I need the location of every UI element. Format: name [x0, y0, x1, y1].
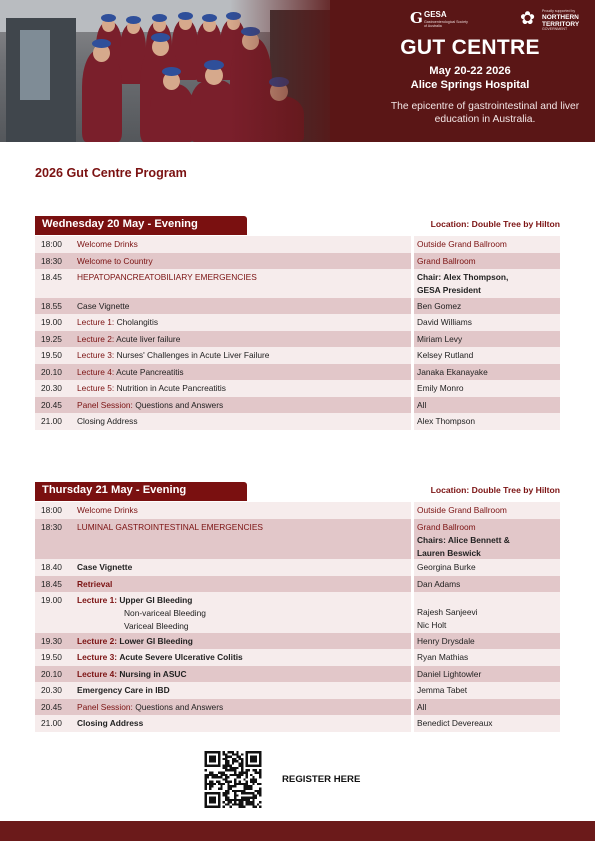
- schedule-row: [35, 253, 560, 270]
- session-name: Emergency Care in IBD: [77, 685, 170, 695]
- session-name: Welcome Drinks: [77, 239, 138, 249]
- session-title: [77, 701, 407, 714]
- session-prefix: Lecture 3:: [77, 652, 118, 662]
- session-name: Nutrition in Acute Pancreatitis: [116, 383, 226, 393]
- session-speaker: Miriam Levy: [417, 333, 463, 344]
- session-name: LUMINAL GASTROINTESTINAL EMERGENCIES: [77, 521, 263, 532]
- session-name: Nursing in ASUC: [119, 668, 187, 679]
- schedule-row: [35, 314, 560, 331]
- session-prefix: Lecture 4:: [77, 366, 115, 377]
- session-speaker: Jemma Tabet: [417, 685, 468, 695]
- session-name: Closing Address: [77, 718, 144, 728]
- session-prefix: Lecture 2:: [77, 333, 115, 344]
- session-name: Welcome Drinks: [77, 505, 138, 515]
- session-prefix: Panel Session:: [77, 701, 133, 712]
- session-title: [77, 399, 407, 412]
- session-speaker: Rajesh Sanjeevi Nic Holt: [417, 607, 478, 630]
- schedule-row: [35, 380, 560, 397]
- session-name: Upper GI Bleeding: [119, 595, 193, 605]
- schedule-row: [35, 633, 560, 650]
- session-title: [77, 684, 407, 697]
- session-title: [77, 651, 407, 664]
- session-title: [77, 594, 407, 633]
- session-title: [77, 415, 407, 428]
- session-time: 21.00: [41, 416, 62, 426]
- session-time: 20.30: [41, 685, 62, 695]
- schedule-row: [35, 502, 560, 519]
- schedule-row: [35, 649, 560, 666]
- session-speaker: Daniel Lightowler: [417, 668, 482, 679]
- session-title: [77, 717, 407, 730]
- schedule-row: [35, 269, 560, 298]
- session-speaker: Henry Drysdale: [417, 635, 475, 646]
- session-speaker: Emily Monro: [417, 383, 464, 393]
- session-time: 19.00: [41, 317, 62, 327]
- session-speaker: Georgina Burke: [417, 562, 476, 572]
- session-time: 19.30: [41, 635, 62, 646]
- session-prefix: Panel Session:: [77, 399, 133, 410]
- session-title: [77, 578, 407, 591]
- session-time: 18:30: [41, 255, 62, 266]
- schedule-row: [35, 364, 560, 381]
- session-speaker: Grand Ballroom Chairs: Alice Bennett & Lauren Beswick: [417, 521, 510, 558]
- session-name: Questions and Answers: [135, 399, 224, 410]
- schedule-row: [35, 699, 560, 716]
- session-name: Lower GI Bleeding: [119, 635, 193, 646]
- session-title: [77, 521, 407, 534]
- session-speaker: Outside Grand Ballroom: [417, 505, 507, 515]
- session-speaker: Ben Gomez: [417, 300, 462, 311]
- session-time: 21.00: [41, 718, 62, 728]
- session-title: [77, 635, 407, 648]
- gesa-logo: G GESA Gastroenterological Society of Australia: [410, 9, 468, 28]
- session-name: Retrieval: [77, 578, 113, 589]
- session-prefix: Lecture 1:: [77, 317, 115, 327]
- schedule-row: [35, 331, 560, 348]
- schedule-row: [35, 592, 560, 633]
- session-prefix: Lecture 1:: [77, 595, 118, 605]
- event-title: GUT CENTRE: [400, 36, 540, 59]
- session-time: 19.50: [41, 350, 62, 360]
- session-prefix: Lecture 2:: [77, 635, 118, 646]
- day-location: Location: Double Tree by Hilton: [430, 485, 560, 495]
- session-speaker: Kelsey Rutland: [417, 350, 474, 360]
- session-speaker: Grand Ballroom: [417, 255, 476, 266]
- session-speaker: All: [417, 701, 427, 712]
- session-title: [77, 561, 407, 574]
- session-prefix: Lecture 3:: [77, 350, 115, 360]
- schedule-row: [35, 397, 560, 414]
- session-subtopic: Non-variceal Bleeding: [124, 608, 206, 618]
- schedule-row: [35, 236, 560, 253]
- session-speaker: Dan Adams: [417, 578, 461, 589]
- session-title: [77, 271, 407, 284]
- session-time: 18:30: [41, 521, 62, 532]
- schedule-row: [35, 519, 560, 560]
- schedule-row: [35, 347, 560, 364]
- session-title: [77, 333, 407, 346]
- session-speaker: All: [417, 399, 427, 410]
- session-name: Acute Severe Ulcerative Colitis: [119, 652, 243, 662]
- session-time: 20.10: [41, 366, 62, 377]
- session-speaker: Outside Grand Ballroom: [417, 239, 507, 249]
- session-name: Questions and Answers: [135, 701, 224, 712]
- event-venue: Alice Springs Hospital: [410, 79, 530, 91]
- day-location: Location: Double Tree by Hilton: [430, 219, 560, 229]
- session-title: [77, 349, 407, 362]
- program-title: 2026 Gut Centre Program: [35, 166, 187, 180]
- session-name: Case Vignette: [77, 562, 133, 572]
- session-subtopic: Variceal Bleeding: [124, 621, 189, 631]
- session-title: [77, 668, 407, 681]
- schedule-row: [35, 576, 560, 593]
- session-title: [77, 316, 407, 329]
- schedule-row: [35, 682, 560, 699]
- desert-rose-icon: ✿: [520, 8, 536, 28]
- session-name: Welcome to Country: [77, 255, 153, 266]
- day-heading: Wednesday 20 May - Evening: [35, 216, 247, 235]
- session-time: 18:00: [41, 505, 62, 515]
- session-name: Cholangitis: [116, 317, 159, 327]
- session-name: Case Vignette: [77, 300, 130, 311]
- session-title: [77, 238, 407, 251]
- event-date: May 20-22 2026: [429, 65, 511, 77]
- schedule-row: [35, 666, 560, 683]
- session-prefix: Lecture 4:: [77, 668, 118, 679]
- session-time: 18.40: [41, 562, 62, 572]
- session-name: HEPATOPANCREATOBILIARY EMERGENCIES: [77, 272, 257, 282]
- session-time: 19.00: [41, 595, 62, 605]
- session-name: Acute liver failure: [116, 333, 181, 344]
- session-time: 20.10: [41, 668, 62, 679]
- session-speaker: Ryan Mathias: [417, 652, 469, 662]
- event-tagline: The epicentre of gastrointestinal and liver education in Australia.: [390, 101, 580, 125]
- session-title: [77, 382, 407, 395]
- session-time: 20.45: [41, 701, 62, 712]
- session-time: 19.50: [41, 652, 62, 662]
- session-title: [77, 366, 407, 379]
- session-name: Nurses' Challenges in Acute Liver Failure: [116, 350, 270, 360]
- session-speaker: Chair: Alex Thompson, GESA President: [417, 272, 509, 295]
- session-name: Acute Pancreatitis: [116, 366, 184, 377]
- session-speaker: David Williams: [417, 317, 472, 327]
- schedule-row: [35, 298, 560, 315]
- session-time: 20.45: [41, 399, 62, 410]
- footer-bar: [0, 821, 595, 841]
- session-time: 19.25: [41, 333, 62, 344]
- session-title: [77, 255, 407, 268]
- schedule-row: [35, 715, 560, 732]
- hero-banner: [0, 0, 595, 142]
- session-time: 18.45: [41, 272, 62, 282]
- session-time: 20.30: [41, 383, 62, 393]
- session-prefix: Lecture 5:: [77, 383, 115, 393]
- day-heading: Thursday 21 May - Evening: [35, 482, 247, 501]
- nt-government-logo: ✿ Proudly supported by NORTHERN TERRITORY GOVERNMENT: [520, 8, 580, 31]
- schedule-row: [35, 413, 560, 430]
- session-speaker: Alex Thompson: [417, 416, 476, 426]
- session-name: Closing Address: [77, 416, 138, 426]
- register-link[interactable]: REGISTER HERE: [282, 774, 361, 785]
- session-speaker: Janaka Ekanayake: [417, 366, 488, 377]
- session-time: 18.45: [41, 578, 62, 589]
- session-time: 18.55: [41, 300, 62, 311]
- register-qr-code[interactable]: [203, 751, 263, 808]
- session-title: [77, 300, 407, 313]
- schedule-row: [35, 559, 560, 576]
- session-time: 18:00: [41, 239, 62, 249]
- session-speaker: Benedict Devereaux: [417, 718, 493, 728]
- session-title: [77, 504, 407, 517]
